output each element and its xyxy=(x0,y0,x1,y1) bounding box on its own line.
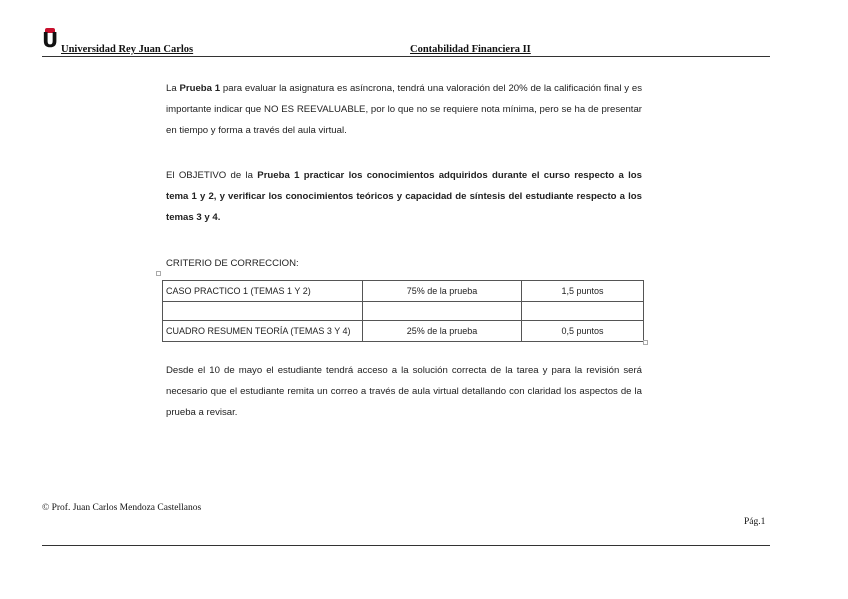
paragraph-objective-part1: El OBJETIVO de la xyxy=(166,170,258,181)
footer-divider xyxy=(42,545,770,546)
table-row-empty xyxy=(163,302,644,321)
paragraph-objective-bold: Prueba 1 practicar los conocimientos adquiridos durante el curso respecto a los tema 1 y 2, y verificar los conocimientos teóricos y capacidad de síntesis del estudiante respecto a los temas 3 y 4. xyxy=(166,170,642,223)
header-university: Universidad Rey Juan Carlos xyxy=(61,44,194,55)
paragraph-evaluation xyxy=(166,78,642,141)
paragraph-evaluation-bold: Prueba 1 xyxy=(179,83,221,94)
paragraph-evaluation-part2: para evaluar la asignatura es asíncrona, tendrá una valoración del 20% de la calificación final y es importante indicar que NO ES REEVALUABLE, por lo que no se requiere nota mínima, pero se ha de presentar en tiempo y forma a través del aula virtual. xyxy=(166,83,642,136)
university-logo xyxy=(42,28,58,50)
criteria-points: 0,5 puntos xyxy=(522,321,644,342)
criteria-weight: 25% de la prueba xyxy=(363,321,522,342)
criteria-table xyxy=(162,280,644,342)
criteria-item: CASO PRACTICO 1 (TEMAS 1 Y 2) xyxy=(163,281,363,302)
header-divider xyxy=(42,56,770,57)
header-course: Contabilidad Financiera II xyxy=(410,44,531,55)
footer-page-number: Pág.1 xyxy=(744,517,766,527)
empty-cell xyxy=(522,302,644,321)
criteria-points: 1,5 puntos xyxy=(522,281,644,302)
criteria-item: CUADRO RESUMEN TEORÍA (TEMAS 3 Y 4) xyxy=(163,321,363,342)
table-row xyxy=(163,281,644,302)
empty-cell xyxy=(163,302,363,321)
table-resize-handle[interactable] xyxy=(643,340,648,345)
paragraph-evaluation-part1: La xyxy=(166,83,180,94)
paragraph-objective xyxy=(166,165,642,228)
paragraph-revision: Desde el 10 de mayo el estudiante tendrá acceso a la solución correcta de la tarea y para la revisión será necesario que el estudiante remita un correo a través de aula virtual detallando con claridad los aspectos de la prueba a revisar. xyxy=(166,365,642,418)
logo-letter: U xyxy=(42,28,59,52)
empty-cell xyxy=(363,302,522,321)
table-row xyxy=(163,321,644,342)
table-move-handle[interactable] xyxy=(156,271,161,276)
criteria-title: CRITERIO DE CORRECCION: xyxy=(166,258,299,269)
criteria-weight: 75% de la prueba xyxy=(363,281,522,302)
footer-author: © Prof. Juan Carlos Mendoza Castellanos xyxy=(42,503,202,513)
